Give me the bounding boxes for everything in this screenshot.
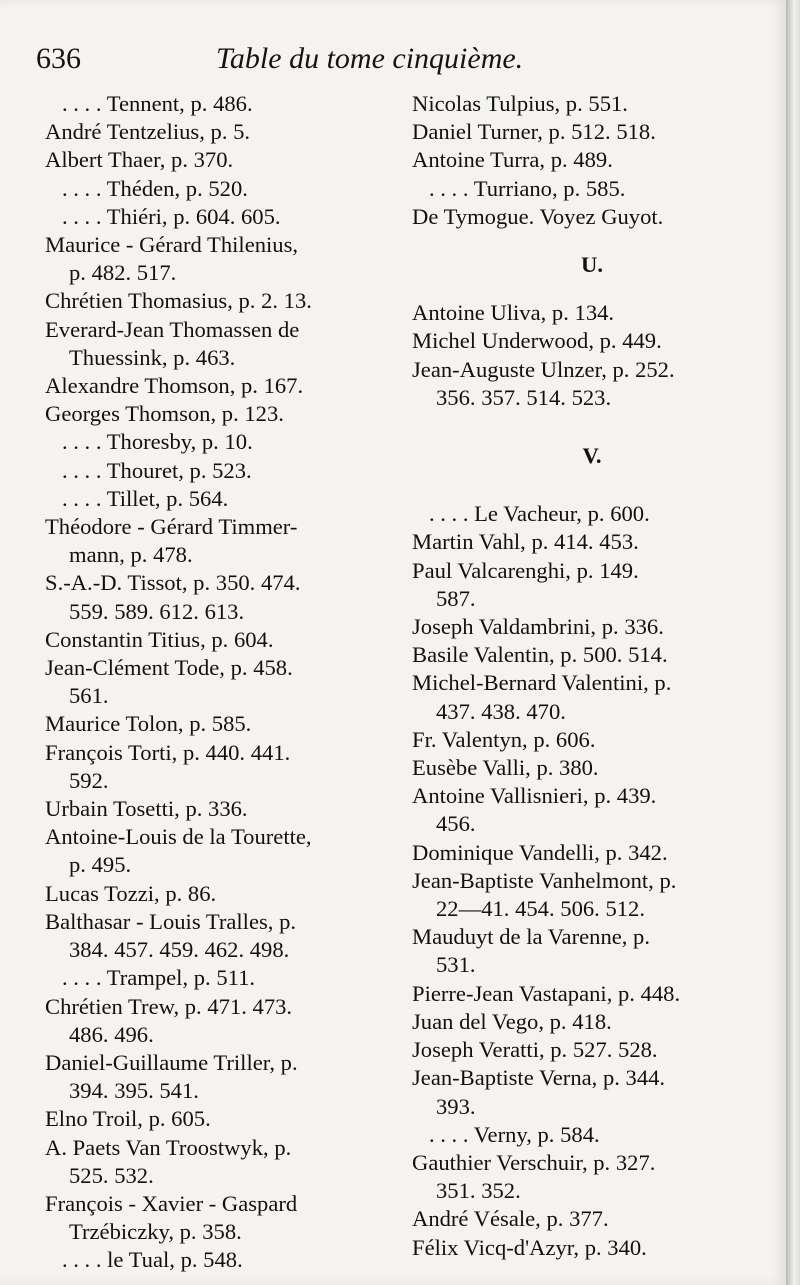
entry-line: Daniel Turner, p. 512. 518.: [412, 119, 656, 145]
entry-line: Chrétien Trew, p. 471. 473.: [45, 993, 293, 1019]
index-entry: [45, 118, 395, 146]
index-entry: [412, 327, 772, 355]
entry-line: Joseph Valdambrini, p. 336.: [412, 614, 664, 640]
entry-line: . . . . Verny, p. 584.: [412, 1121, 600, 1147]
index-entry: [45, 513, 395, 569]
section-heading-v: V.: [582, 443, 602, 469]
left-column: [45, 90, 395, 1275]
u-entries: [412, 299, 772, 412]
entry-line: S.-A.-D. Tissot, p. 350. 474.: [45, 570, 301, 596]
t-entries: [412, 90, 772, 231]
page-edge: [786, 0, 800, 1285]
entry-line: Michel-Bernard Valentini, p.: [412, 670, 672, 696]
entry-line: Antoine Vallisnieri, p. 439.: [412, 783, 657, 809]
index-entry: [412, 175, 772, 203]
entry-line: Trzébiczky, p. 358.: [69, 1219, 242, 1245]
spacer: [412, 231, 772, 251]
index-entry: [412, 146, 772, 174]
index-entry: [45, 1134, 395, 1190]
entry-line: 394. 395. 541.: [69, 1078, 199, 1104]
index-entry: [412, 528, 772, 556]
index-entry: [45, 710, 395, 738]
entry-line: 561.: [69, 683, 109, 709]
index-entry: [45, 316, 395, 372]
entry-line: 592.: [69, 767, 109, 793]
index-entry: [45, 569, 395, 625]
entry-line: 559. 589. 612. 613.: [69, 598, 245, 624]
index-entry: [412, 839, 772, 867]
entry-line: 351. 352.: [436, 1178, 521, 1204]
entry-line: 356. 357. 514. 523.: [436, 384, 612, 410]
entry-line: Everard-Jean Thomassen de: [45, 316, 300, 342]
index-entry: [45, 1246, 395, 1274]
index-entry: [45, 823, 395, 879]
entry-line: André Tentzelius, p. 5.: [45, 119, 251, 145]
entry-line: Nicolas Tulpius, p. 551.: [412, 91, 628, 116]
entry-line: Basile Valentin, p. 500. 514.: [412, 642, 668, 668]
entry-line: . . . . Théden, p. 520.: [45, 175, 248, 201]
entry-line: Chrétien Thomasius, p. 2. 13.: [45, 288, 312, 314]
index-entry: [412, 90, 772, 118]
index-entry: [45, 203, 395, 231]
entry-line: Théodore - Gérard Timmer-: [45, 514, 298, 540]
spacer: [412, 279, 772, 299]
entry-line: Constantin Titius, p. 604.: [45, 626, 274, 652]
index-entry: [412, 754, 772, 782]
index-entry: [45, 231, 395, 287]
entry-line: Thuessink, p. 463.: [69, 344, 236, 370]
entry-line: Juan del Vego, p. 418.: [412, 1008, 612, 1034]
entry-line: Albert Thaer, p. 370.: [45, 147, 234, 173]
index-entry: [45, 993, 395, 1049]
index-entry: [45, 739, 395, 795]
index-entry: [412, 1008, 772, 1036]
index-entry: [412, 299, 772, 327]
index-entry: [412, 613, 772, 641]
entry-line: Daniel-Guillaume Triller, p.: [45, 1049, 298, 1075]
v-entries: [412, 500, 772, 1261]
index-entry: [45, 1049, 395, 1105]
entry-line: Maurice Tolon, p. 585.: [45, 711, 252, 737]
entry-line: 531.: [436, 952, 476, 978]
index-entry: [412, 867, 772, 923]
entry-line: Lucas Tozzi, p. 86.: [45, 880, 217, 906]
entry-line: Jean-Clément Tode, p. 458.: [45, 655, 293, 681]
entry-line: Alexandre Thomson, p. 167.: [45, 373, 304, 399]
entry-line: Michel Underwood, p. 449.: [412, 328, 662, 354]
index-entry: [45, 880, 395, 908]
entry-line: Mauduyt de la Varenne, p.: [412, 924, 651, 950]
entry-line: 486. 496.: [69, 1021, 154, 1047]
index-entry: [45, 908, 395, 964]
index-entry: [45, 795, 395, 823]
index-entry: [45, 964, 395, 992]
entry-line: Eusèbe Valli, p. 380.: [412, 755, 599, 781]
entry-line: 437. 438. 470.: [436, 698, 566, 724]
entry-line: Urbain Tosetti, p. 336.: [45, 796, 248, 822]
entry-line: De Tymogue. Voyez Guyot.: [412, 203, 664, 229]
entry-line: 393.: [436, 1093, 476, 1119]
index-entry: [412, 923, 772, 979]
index-entry: [45, 1190, 395, 1246]
index-entry: [412, 500, 772, 528]
entry-line: Balthasar - Louis Tralles, p.: [45, 908, 297, 934]
entry-line: p. 495.: [69, 852, 132, 878]
entry-line: Georges Thomson, p. 123.: [45, 401, 284, 427]
right-column: [412, 90, 772, 1262]
index-entry: [45, 626, 395, 654]
entry-line: Martin Vahl, p. 414. 453.: [412, 529, 639, 555]
index-entry: [412, 641, 772, 669]
spacer: [412, 412, 772, 442]
entry-line: p. 482. 517.: [69, 260, 177, 286]
entry-line: . . . . Le Vacheur, p. 600.: [412, 501, 650, 527]
entry-line: André Vésale, p. 377.: [412, 1206, 609, 1232]
index-entry: [412, 1149, 772, 1205]
page-header: [36, 42, 776, 82]
entry-line: 587.: [436, 585, 476, 611]
index-entry: [412, 1234, 772, 1262]
index-entry: [45, 457, 395, 485]
entry-line: Antoine-Louis de la Tourette,: [45, 824, 312, 850]
entry-line: . . . . Turriano, p. 585.: [412, 175, 626, 201]
index-entry: [412, 782, 772, 838]
entry-line: François Torti, p. 440. 441.: [45, 739, 291, 765]
index-entry: [412, 980, 772, 1008]
entry-line: Antoine Uliva, p. 134.: [412, 300, 615, 326]
entry-line: 22—41. 454. 506. 512.: [436, 896, 645, 922]
index-entry: [45, 428, 395, 456]
entry-line: . . . . Trampel, p. 511.: [45, 965, 256, 991]
index-entry: [45, 485, 395, 513]
entry-line: Antoine Turra, p. 489.: [412, 147, 613, 173]
running-title: Table du tome cinquième.: [216, 42, 524, 75]
entry-line: Jean-Auguste Ulnzer, p. 252.: [412, 356, 675, 382]
entry-line: Pierre-Jean Vastapani, p. 448.: [412, 980, 681, 1006]
index-entry: [45, 654, 395, 710]
entry-line: . . . . Thouret, p. 523.: [45, 457, 252, 483]
entry-line: . . . . Tillet, p. 564.: [45, 485, 229, 511]
index-entry: [412, 203, 772, 231]
entry-line: Félix Vicq-d'Azyr, p. 340.: [412, 1234, 647, 1260]
index-entry: [45, 372, 395, 400]
entry-line: 525. 532.: [69, 1162, 154, 1188]
entry-line: Paul Valcarenghi, p. 149.: [412, 557, 639, 583]
page-number: 636: [36, 42, 81, 75]
index-entry: [45, 90, 395, 118]
entry-line: Fr. Valentyn, p. 606.: [412, 726, 596, 752]
entry-line: . . . . Thoresby, p. 10.: [45, 429, 253, 455]
entry-line: . . . . Tennent, p. 486.: [45, 91, 253, 116]
entry-line: A. Paets Van Troostwyk, p.: [45, 1134, 292, 1160]
entry-line: . . . . le Tual, p. 548.: [45, 1247, 243, 1273]
entry-line: Maurice - Gérard Thilenius,: [45, 232, 299, 258]
index-entry: [412, 118, 772, 146]
index-entry: [412, 669, 772, 725]
entry-line: Dominique Vandelli, p. 342.: [412, 839, 668, 865]
index-entry: [412, 557, 772, 613]
entry-line: mann, p. 478.: [69, 542, 193, 568]
index-entry: [45, 175, 395, 203]
index-entry: [412, 726, 772, 754]
index-entry: [412, 356, 772, 412]
entry-line: 384. 457. 459. 462. 498.: [69, 937, 290, 963]
entry-line: . . . . Thiéri, p. 604. 605.: [45, 203, 281, 229]
index-entry: [412, 1036, 772, 1064]
entry-line: Jean-Baptiste Verna, p. 344.: [412, 1065, 666, 1091]
spacer: [412, 470, 772, 500]
entry-line: François - Xavier - Gaspard: [45, 1190, 298, 1216]
index-entry: [45, 1105, 395, 1133]
index-entry: [412, 1064, 772, 1120]
section-heading-u: U.: [581, 252, 603, 278]
entry-line: Joseph Veratti, p. 527. 528.: [412, 1037, 658, 1063]
entry-line: Gauthier Verschuir, p. 327.: [412, 1149, 656, 1175]
index-entry: [45, 400, 395, 428]
index-entry: [45, 146, 395, 174]
index-entry: [45, 287, 395, 315]
entry-line: Jean-Baptiste Vanhelmont, p.: [412, 867, 677, 893]
entry-line: 456.: [436, 811, 476, 837]
entry-line: Elno Troil, p. 605.: [45, 1106, 211, 1132]
index-entry: [412, 1205, 772, 1233]
index-entry: [412, 1121, 772, 1149]
